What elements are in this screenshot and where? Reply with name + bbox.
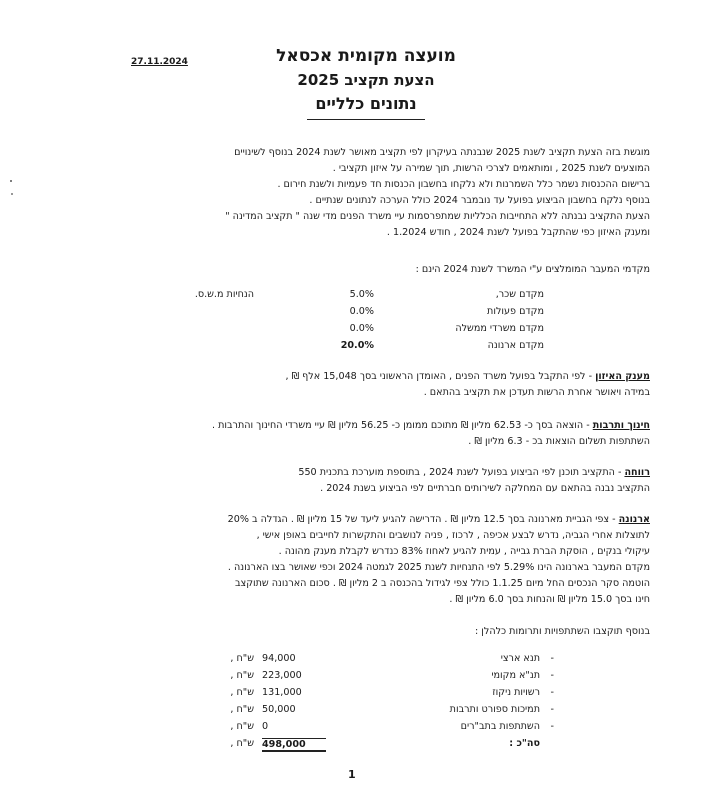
grant-text: במידה ויאושר אחרת הרשות תעדכן את תקציב בהתאם . [423, 387, 650, 398]
arnona-line: מקדם המעבר בארנונה הינו 5.29% לפי התנחיות לשנת 2025 לגמטה 2024 וכפי שאושר בצו הארנונה . [227, 562, 650, 573]
item-name: השתתפות בתב"רים [460, 721, 540, 732]
welfare-paragraph [110, 465, 650, 497]
list-item: - השתתפות בתב"רים 0 ש"ח , [230, 721, 554, 732]
education-paragraph [110, 418, 650, 450]
arnona-term: ארנונה [618, 514, 650, 525]
welfare-line [110, 481, 650, 497]
rate-row [164, 323, 544, 340]
grant-paragraph [110, 369, 650, 401]
education-text: השתתפות תשלום הוצאות בכ - 6.3 מליון ₪ . [468, 436, 650, 447]
welfare-term: רווחה [624, 467, 650, 478]
intro-line: ומענק האיזון כפי שהתקבל בפועל לשנת 2024 , חודש 1.2024 . [386, 227, 650, 238]
arnona-line: לתוצלות אחרי הגביה, נדרש לבצע אכיפה , לרכוז , פניה לנושבים והתקשרות לחייבים באופן אישי , [256, 530, 650, 541]
item-name: תמיכות ספורט ותרבות [449, 704, 540, 715]
education-line [110, 434, 650, 450]
arnona-line [110, 512, 650, 528]
rate-value: 20.0% [340, 340, 374, 351]
grant-line [110, 369, 650, 385]
section-title: נתונים כלליים [307, 92, 424, 120]
scan-speck [10, 180, 12, 182]
item-amount: 94,000 [262, 653, 296, 664]
item-amount: 131,000 [262, 687, 302, 698]
rate-row [164, 306, 544, 323]
item-name: תנא ארצי [500, 653, 540, 664]
education-term: חינוך ותרבות [592, 420, 650, 431]
rates-table [164, 289, 544, 357]
welfare-line [110, 465, 650, 481]
document-date: 27.11.2024 [131, 57, 188, 67]
item-amount: 50,000 [262, 704, 296, 715]
rate-value: 0.0% [349, 323, 374, 334]
welfare-text: התקציב נבנה בהתאם עם המחלקה לשירותים חברתיים לפי הביצוע בשנת 2024 . [320, 483, 650, 494]
total-label: סה"כ : [509, 738, 540, 749]
org-title: מועצה מקומית אכסאל [276, 46, 456, 66]
page-number: 1 [348, 768, 356, 781]
rate-row [164, 289, 544, 306]
list-item: - תמיכות ספורט ותרבות 50,000 ש"ח , [230, 704, 554, 715]
rates-heading: מקדמי המעבר המומלצים ע"י המשרד לשנת 2024 הינם : [415, 264, 650, 275]
intro-line: המוצעים לשנת 2025 , ומותאמים לצרכי הרשות, תוך שמירה על איזון תקציבי . [332, 163, 650, 174]
contributions-list [114, 653, 554, 755]
budget-subtitle: הצעת תקציב 2025 [297, 71, 435, 89]
arnona-paragraph [110, 512, 650, 608]
item-currency: ש"ח , [230, 653, 254, 664]
intro-line: מוגשת בזה הצעת תקציב לשנת 2025 שנבנתה בעיקרון לפי תקציב מאושר לשנת 2024 בנוסף לשינויים [234, 147, 650, 158]
item-currency: ש"ח , [230, 670, 254, 681]
item-currency: ש"ח , [230, 704, 254, 715]
item-amount: 223,000 [262, 670, 302, 681]
list-item: - רשויות ניקוז 131,000 ש"ח , [230, 687, 554, 698]
contributions-heading: בנוסף תוקצבו השתתפויות ותרומות כלהלן : [474, 626, 650, 637]
education-line [110, 418, 650, 434]
item-amount: 0 [262, 721, 269, 732]
item-currency: ש"ח , [230, 738, 254, 749]
rate-label: מקדם שכר, [495, 289, 544, 300]
item-currency: ש"ח , [230, 721, 254, 732]
rate-label: מקדם פעולות [487, 306, 544, 317]
grant-term: מענק האיזון [595, 371, 650, 382]
rate-note: הנחיות מ.ש.ס. [194, 289, 254, 300]
item-currency: ש"ח , [230, 687, 254, 698]
list-total-row [114, 738, 554, 755]
grant-text: - לפי התקבל בפועל משרד הפנים , האומדן הראשוני בסך 15,048 אלף ₪ , [285, 371, 596, 382]
rate-row [164, 340, 544, 357]
education-text: - הוצאה בסך כ- 62.53 מליון ₪ מתוכם ממומן כ- 56.25 מליון ₪ עיי משרדי החינוך והתרבות . [211, 420, 593, 431]
arnona-line: חינו בסך 15.0 מליון ₪ והנחות בסך 6.0 מליון ₪ . [449, 594, 650, 605]
item-name: רשויות ניקוז [492, 687, 540, 698]
scan-speck [11, 193, 13, 195]
grant-line [110, 385, 650, 401]
arnona-line: עיקולי בנקים , הוסקת הברת גבייה , עמית להגיע לאחוז 83% כנדרש לקבלת מענק מהונה . [278, 546, 650, 557]
list-item: - תנא ארצי 94,000 ש"ח , [230, 653, 554, 664]
welfare-text: - התקציב תוכנן לפי הביצוע בפועל לשנת 2024 , בתוספת מוערכת בתכנית 550 [298, 467, 625, 478]
rate-label: מקדם משרדי ממשלה [455, 323, 544, 334]
rate-label: מקדם ארנונה [487, 340, 544, 351]
intro-line: ברישום ההכנסות נשמר כלל השמרנות ולא נלקחו בחשבון הכנסות חד פעמיות ולשנת חירום . [277, 179, 650, 190]
arnona-line: הוטמה סקר הנכסים החל מיום 1.1.25 כולל צפי לגידול בהכנסה ב 2 מליון ₪ . סכום הארנונה שתוקצב [234, 578, 650, 589]
intro-paragraph [110, 145, 650, 241]
intro-line: בנוסף נלקח בחשבון הביצוע בפועל עד נובמבר 2024 כולל הערכה לנתונים שנתיים . [309, 195, 650, 206]
arnona-text: - צפי הגביית מארנונה בסך 12.5 מליון ₪ . הדרישה להגיע ליעד של 15 מליון ₪ . הגדלה ב 20% [227, 514, 619, 525]
list-item: - תנ"א מקומי 223,000 ש"ח , [230, 670, 554, 681]
rate-value: 5.0% [349, 289, 374, 300]
item-name: תנ"א מקומי [491, 670, 540, 681]
total-amount: 498,000 [262, 738, 326, 752]
document-header [180, 44, 552, 120]
intro-line: הצעת התקציב נבנתה ללא התחייבות הכלליות שמתפרסמות עיי משרד הפנים מדי שנה " תקציב המדינה " [225, 211, 650, 222]
rate-value: 0.0% [349, 306, 374, 317]
